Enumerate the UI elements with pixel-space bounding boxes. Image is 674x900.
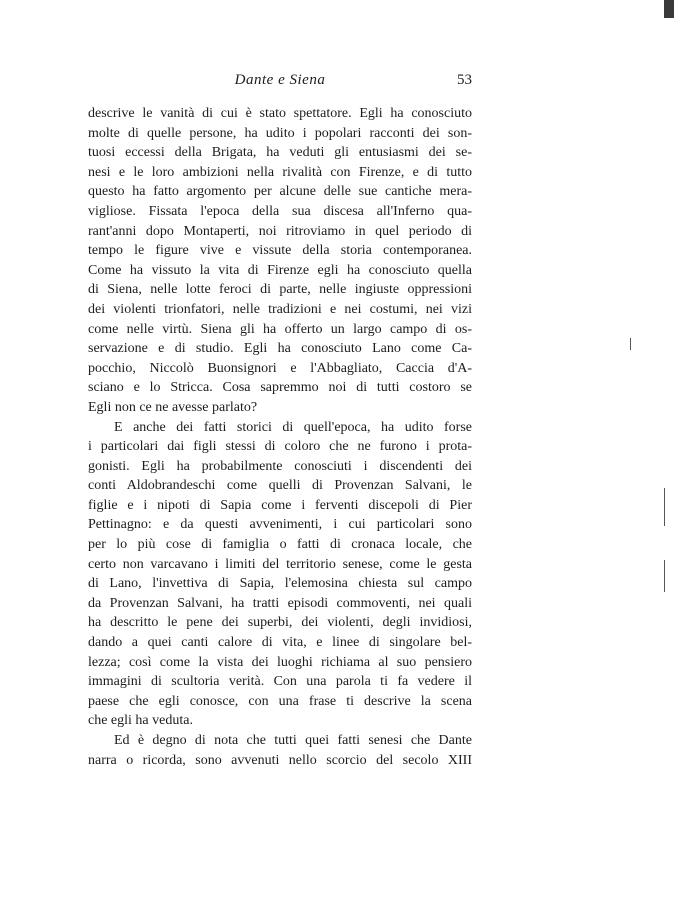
text-line: conti Aldobrandeschi come quelli di Provenzan Salvani, le	[88, 478, 472, 494]
text-line: da Provenzan Salvani, ha tratti episodi commoventi, nei quali	[88, 595, 472, 611]
scan-corner-mark	[664, 0, 674, 18]
text-line: ha descritto le pene dei superbi, dei violenti, degli invidiosi,	[88, 615, 472, 631]
text-line: i particolari dai figli stessi di coloro che ne furono i prota-	[88, 439, 472, 455]
margin-mark	[664, 560, 665, 592]
page-number: 53	[457, 72, 472, 88]
text-line: come nelle virtù. Siena gli ha offerto un largo campo di os-	[88, 321, 472, 337]
text-line: E anche dei fatti storici di quell'epoca, ha udito forse	[114, 419, 472, 435]
text-line: Ed è degno di nota che tutti quei fatti senesi che Dante	[114, 733, 472, 748]
text-line: narra o ricorda, sono avvenuti nello scorcio del secolo XIII	[88, 752, 472, 768]
text-line: dei violenti trionfatori, nelle tradizioni e nei costumi, nei vizi	[88, 301, 472, 317]
text-line: di Siena, nelle lotte feroci di parte, nelle ingiuste oppressioni	[88, 282, 472, 298]
text-line: per lo più cose di famiglia o fatti di cronaca locale, che	[88, 537, 472, 553]
text-line: Pettinagno: e da questi avvenimenti, i cui particolari sono	[88, 517, 472, 533]
text-line: gonisti. Egli ha probabilmente conosciuti i discendenti dei	[88, 458, 472, 474]
text-line: dando a quei canti calore di vita, e linee di singolare bel-	[88, 635, 472, 651]
text-line: Egli non ce ne avesse parlato?	[88, 399, 258, 415]
text-line: di Lano, l'invettiva di Sapia, l'elemosina chiesta sul campo	[88, 576, 472, 592]
text-line: che egli ha veduta.	[88, 713, 193, 729]
text-line: nesi e le loro ambizioni nella rivalità con Firenze, e di tutto	[88, 164, 472, 180]
text-line: tempo le figure vive e vissute della storia contemporanea.	[88, 243, 472, 259]
running-header	[88, 70, 472, 92]
text-line: paese che egli conosce, con una frase ti descrive la scena	[88, 693, 472, 709]
body-text	[88, 104, 472, 770]
text-line: rant'anni dopo Montaperti, noi ritroviamo in quel periodo di	[88, 223, 472, 239]
running-title: Dante e Siena	[234, 72, 326, 88]
text-line: tuosi eccessi della Brigata, ha veduti gli entusiasmi dei se-	[88, 145, 472, 161]
text-line: descrive le vanità di cui è stato spettatore. Egli ha conosciuto	[88, 106, 472, 121]
text-line: questo ha fatto argomento per alcune delle sue cantiche mera-	[88, 184, 472, 200]
text-line: sciano e lo Stricca. Cosa sapremmo noi di tutti costoro se	[88, 380, 472, 396]
text-line: servazione e di studio. Egli ha conosciuto Lano come Ca-	[88, 341, 472, 357]
text-line: vigliose. Fissata l'epoca della sua discesa all'Inferno qua-	[88, 203, 472, 219]
text-line: Come ha vissuto la vita di Firenze egli ha conosciuto quella	[88, 262, 472, 278]
margin-mark	[630, 338, 631, 350]
text-line: molte di quelle persone, ha udito i popolari racconti dei son-	[88, 125, 472, 141]
text-line: pocchio, Niccolò Buonsignori e l'Abbagliato, Caccia d'A-	[88, 360, 472, 376]
text-line: figlie e i nipoti di Sapia come i ferventi discepoli di Pier	[88, 497, 472, 513]
margin-mark	[664, 488, 665, 526]
text-line: immagini di scultoria verità. Con una parola ti fa vedere il	[88, 674, 472, 690]
text-line: lezza; così come la vista dei luoghi richiama al suo pensiero	[88, 654, 472, 670]
text-line: certo non varcavano i limiti del territorio senese, come le gesta	[88, 556, 472, 572]
